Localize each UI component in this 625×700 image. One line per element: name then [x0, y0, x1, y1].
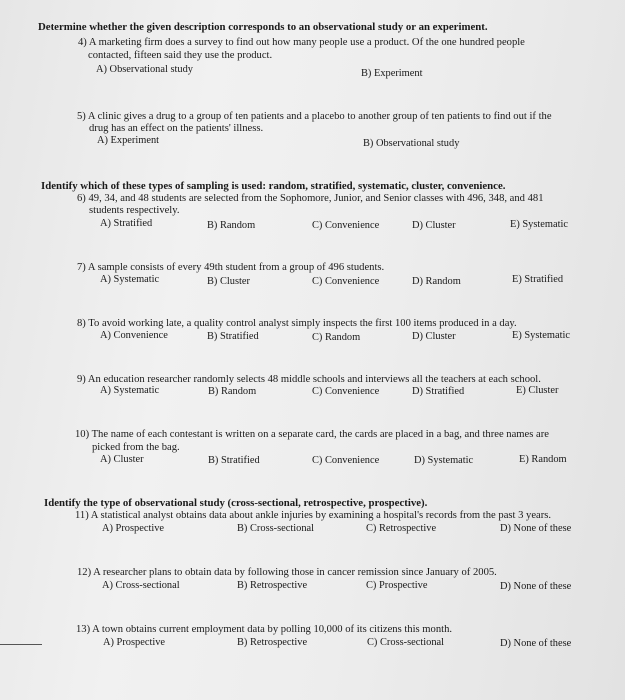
question-4-text-line-1: 4) A marketing firm does a survey to find out how many people use a product. Of the one hundred people — [78, 37, 525, 48]
question-13-option-b: B) Retrospective — [237, 637, 308, 648]
margin-rule-line — [0, 644, 42, 645]
question-13-text: 13) A town obtains current employment data by polling 10,000 of its citizens this month. — [76, 624, 453, 635]
question-13-option-a: A) Prospective — [103, 637, 166, 648]
question-9-option-c: C) Convenience — [312, 386, 380, 397]
question-12-option-a: A) Cross-sectional — [102, 580, 180, 591]
question-9-option-d: D) Stratified — [412, 386, 465, 397]
question-10-option-c: C) Convenience — [312, 455, 380, 466]
question-6-option-b: B) Random — [207, 220, 256, 231]
question-10-option-e: E) Random — [519, 454, 567, 465]
question-11-option-a: A) Prospective — [102, 523, 165, 534]
question-6-option-e: E) Systematic — [510, 219, 569, 230]
question-11-option-c: C) Retrospective — [366, 523, 437, 534]
question-7-text: 7) A sample consists of every 49th student from a group of 496 students. — [77, 262, 385, 273]
question-12-option-b: B) Retrospective — [237, 580, 308, 591]
question-12-text: 12) A researcher plans to obtain data by following those in cancer remission since January of 2005. — [77, 567, 497, 578]
section-heading-observational-study-type: Identify the type of observational study (cross-sectional, retrospective, prospective). — [44, 497, 428, 509]
question-7-option-b: B) Cluster — [207, 276, 251, 287]
question-5-option-b: B) Observational study — [363, 138, 460, 149]
question-6-option-d: D) Cluster — [412, 220, 456, 231]
question-8-option-a: A) Convenience — [100, 330, 168, 341]
question-7-option-c: C) Convenience — [312, 276, 380, 287]
question-12-option-c: C) Prospective — [366, 580, 428, 591]
question-8-option-c: C) Random — [312, 332, 361, 343]
question-10-option-a: A) Cluster — [100, 454, 144, 465]
question-10-option-b: B) Stratified — [208, 455, 260, 466]
question-8-text: 8) To avoid working late, a quality control analyst simply inspects the first 100 items produced in a day. — [77, 318, 517, 329]
question-13-option-c: C) Cross-sectional — [367, 637, 445, 648]
question-6-option-c: C) Convenience — [312, 220, 380, 231]
question-5-option-a: A) Experiment — [97, 135, 160, 146]
question-10-text-line-2: picked from the bag. — [92, 442, 180, 453]
question-8-option-b: B) Stratified — [207, 331, 259, 342]
question-9-option-e: E) Cluster — [516, 385, 559, 396]
question-4-text-line-2: contacted, fifteen said they use the product. — [88, 50, 273, 61]
question-11-option-d: D) None of these — [500, 523, 572, 534]
question-5-text-line-1: 5) A clinic gives a drug to a group of ten patients and a placebo to another group of ten patients to find out if the — [77, 111, 552, 122]
question-6-text-line-1: 6) 49, 34, and 48 students are selected from the Sophomore, Junior, and Senior classes with 496, 348, and 481 — [77, 193, 544, 204]
question-11-option-b: B) Cross-sectional — [237, 523, 315, 534]
question-8-option-e: E) Systematic — [512, 330, 571, 341]
question-12-option-d: D) None of these — [500, 581, 572, 592]
question-9-text: 9) An education researcher randomly selects 48 middle schools and interviews all the teachers at each school. — [77, 374, 541, 385]
question-13-option-d: D) None of these — [500, 638, 572, 649]
question-7-option-e: E) Stratified — [512, 274, 564, 285]
question-7-option-a: A) Systematic — [100, 274, 160, 285]
question-4-option-b: B) Experiment — [361, 68, 423, 79]
question-9-option-b: B) Random — [208, 386, 257, 397]
question-6-option-a: A) Stratified — [100, 218, 153, 229]
question-8-option-d: D) Cluster — [412, 331, 456, 342]
question-9-option-a: A) Systematic — [100, 385, 160, 396]
question-11-text: 11) A statistical analyst obtains data about ankle injuries by examining a hospital's records from the past 3 years. — [75, 510, 552, 521]
section-heading-sampling-types: Identify which of these types of sampling is used: random, stratified, systematic, cluster, convenience. — [41, 180, 506, 192]
question-6-text-line-2: students respectively. — [89, 205, 180, 216]
question-4-option-a: A) Observational study — [96, 64, 193, 75]
question-10-option-d: D) Systematic — [414, 455, 474, 466]
question-7-option-d: D) Random — [412, 276, 461, 287]
section-heading-observational-vs-experiment: Determine whether the given description corresponds to an observational study or an experiment. — [38, 21, 488, 33]
question-5-text-line-2: drug has an effect on the patients' illness. — [89, 123, 264, 134]
question-10-text-line-1: 10) The name of each contestant is written on a separate card, the cards are placed in a bag, and three names are — [75, 429, 549, 440]
